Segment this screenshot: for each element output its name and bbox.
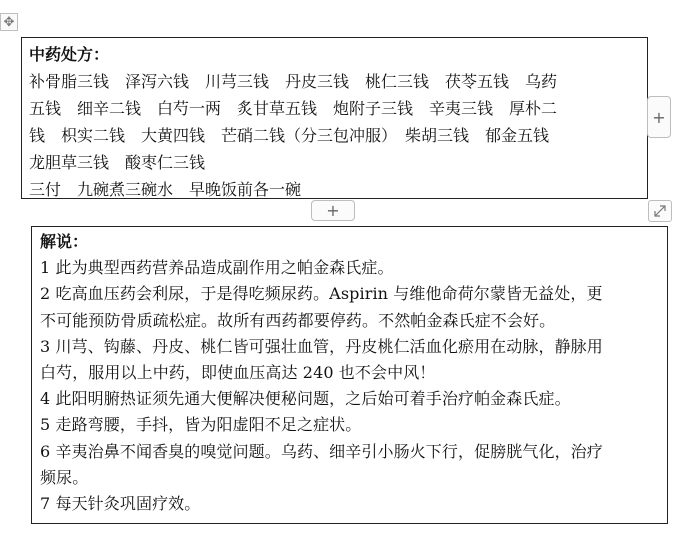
move-icon: ✥ xyxy=(3,14,15,30)
add-row-button[interactable] xyxy=(311,200,355,221)
prescription-title: 中药处方： xyxy=(29,45,110,64)
note-line: 不可能预防骨质疏松症。故所有西药都要停药。不然帕金森氏症不会好。 xyxy=(40,310,556,330)
plus-icon: + xyxy=(652,107,666,127)
prescription-line: 三付 九碗煮三碗水 早晚饭前各一碗 xyxy=(29,180,302,199)
notes-box xyxy=(31,226,668,524)
prescription-line: 五钱 细辛二钱 白芍一两 炙甘草五钱 炮附子三钱 辛夷三钱 厚朴二 xyxy=(29,99,558,118)
plus-icon: + xyxy=(326,201,340,220)
prescription-line: 钱 枳实二钱 大黄四钱 芒硝二钱（分三包冲服） 柴胡三钱 郁金五钱 xyxy=(29,126,550,145)
note-line: 白芍，服用以上中药，即使血压高达 240 也不会中风！ xyxy=(40,363,436,383)
prescription-box xyxy=(21,37,648,199)
note-line: 5 走路弯腰，手抖，皆为阳虚阳不足之症状。 xyxy=(40,415,362,435)
prescription-line: 龙胆草三钱 酸枣仁三钱 xyxy=(29,153,206,172)
prescription-line: 补骨脂三钱 泽泻六钱 川芎三钱 丹皮三钱 桃仁三钱 茯苓五钱 乌药 xyxy=(29,72,558,91)
note-line: 1 此为典型西药营养品造成副作用之帕金森氏症。 xyxy=(40,258,394,278)
table-move-handle[interactable] xyxy=(0,13,18,31)
add-column-button[interactable] xyxy=(647,96,671,138)
note-line: 4 此阳明腑热证须先通大便解决便秘问题，之后始可着手治疗帕金森氏症。 xyxy=(40,389,571,409)
note-line: 7 每天针灸巩固疗效。 xyxy=(40,494,201,514)
note-line: 2 吃高血压药会利尿，于是得吃频尿药。Aspirin 与维他命荷尔蒙皆无益处，更 xyxy=(40,284,603,304)
note-line: 频尿。 xyxy=(40,467,89,487)
notes-title: 解说： xyxy=(40,232,89,251)
note-line: 3 川芎、钩藤、丹皮、桃仁皆可强壮血管，丹皮桃仁活血化瘀用在动脉，静脉用 xyxy=(40,336,603,356)
resize-handle[interactable] xyxy=(648,200,672,222)
note-line: 6 辛夷治鼻不闻香臭的嗅觉问题。乌药、细辛引小肠火下行，促膀胱气化，治疗 xyxy=(40,441,603,461)
resize-diagonal-icon xyxy=(653,204,667,218)
